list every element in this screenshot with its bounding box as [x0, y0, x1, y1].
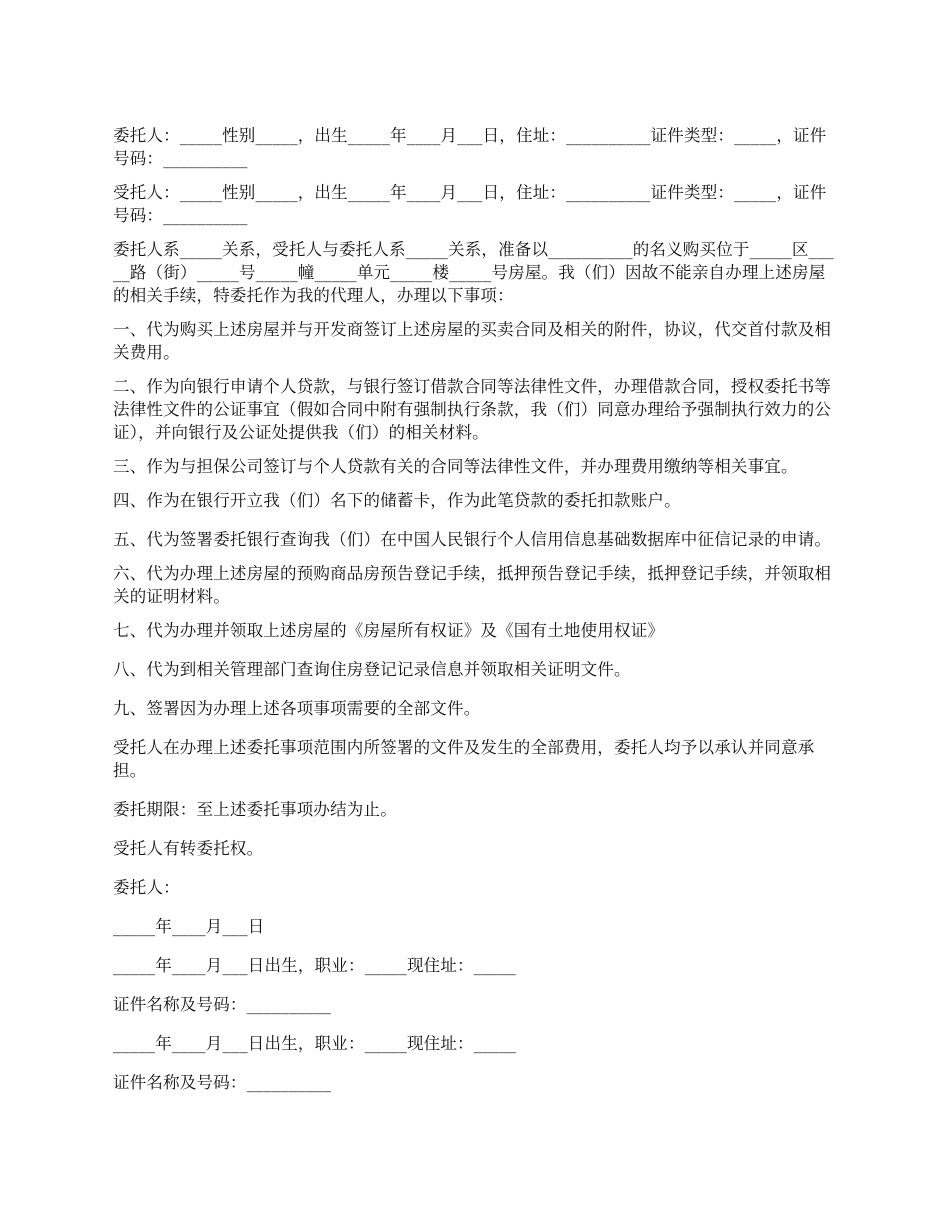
relationship-paragraph: 委托人系_____关系，受托人与委托人系_____关系，准备以__________的名义购买位于_____区_____路（街）_____号_____幢_____单元_____楼_____号房屋。我（们）因故不能亲自办理上述房屋的相关手续，特委托作为我的代理人，办理以下事项：	[113, 240, 834, 305]
term-paragraph: 委托期限：至上述委托事项办结为止。	[113, 800, 397, 819]
agent-birth-line: _____年____月___日出生，职业：_____现住址：_____	[113, 1034, 516, 1053]
principal-id-line: 证件名称及号码：__________	[113, 995, 332, 1014]
principal-signature-label: 委托人：	[113, 878, 180, 897]
principal-birth-line: _____年____月___日出生，职业：_____现住址：_____	[113, 956, 516, 975]
agent-info-paragraph: 受托人：_____性别_____，出生_____年____月___日，住址：__________证件类型：_____，证件号码：__________	[113, 183, 827, 225]
agent-id-line: 证件名称及号码：__________	[113, 1073, 332, 1092]
cost-acceptance-paragraph: 受托人在办理上述委托事项范围内所签署的文件及发生的全部费用，委托人均予以承认并同意承担。	[113, 738, 815, 780]
item-9-paragraph: 九、签署因为办理上述各项事项需要的全部文件。	[113, 699, 481, 718]
item-4-paragraph: 四、作为在银行开立我（们）名下的储蓄卡，作为此笔贷款的委托扣款账户。	[113, 491, 681, 510]
item-5-paragraph: 五、代为签署委托银行查询我（们）在中国人民银行个人信用信息基础数据库中征信记录的申请。	[113, 530, 832, 549]
sub-delegation-paragraph: 受托人有转委托权。	[113, 839, 264, 858]
principal-info-paragraph: 委托人：_____性别_____，出生_____年____月___日，住址：__________证件类型：_____，证件号码：__________	[113, 126, 827, 168]
item-2-paragraph: 二、作为向银行申请个人贷款，与银行签订借款合同等法律性文件，办理借款合同，授权委托书等法律性文件的公证事宜（假如合同中附有强制执行条款，我（们）同意办理给予强制执行效力的公证），并向银行及公证处提供我（们）的相关材料。	[113, 377, 832, 442]
document-body	[113, 124, 839, 1110]
item-1-paragraph: 一、代为购买上述房屋并与开发商签订上述房屋的买卖合同及相关的附件，协议，代交首付款及相关费用。	[113, 320, 832, 362]
item-8-paragraph: 八、代为到相关管理部门查询住房登记记录信息并领取相关证明文件。	[113, 660, 631, 679]
item-7-paragraph: 七、代为办理并领取上述房屋的《房屋所有权证》及《国有土地使用权证》	[113, 621, 665, 640]
signature-date-line: _____年____月___日	[113, 917, 265, 936]
item-6-paragraph: 六、代为办理上述房屋的预购商品房预告登记手续，抵押预告登记手续，抵押登记手续，并领取相关的证明材料。	[113, 564, 832, 606]
item-3-paragraph: 三、作为与担保公司签订与个人贷款有关的合同等法律性文件，并办理费用缴纳等相关事宜。	[113, 457, 798, 476]
